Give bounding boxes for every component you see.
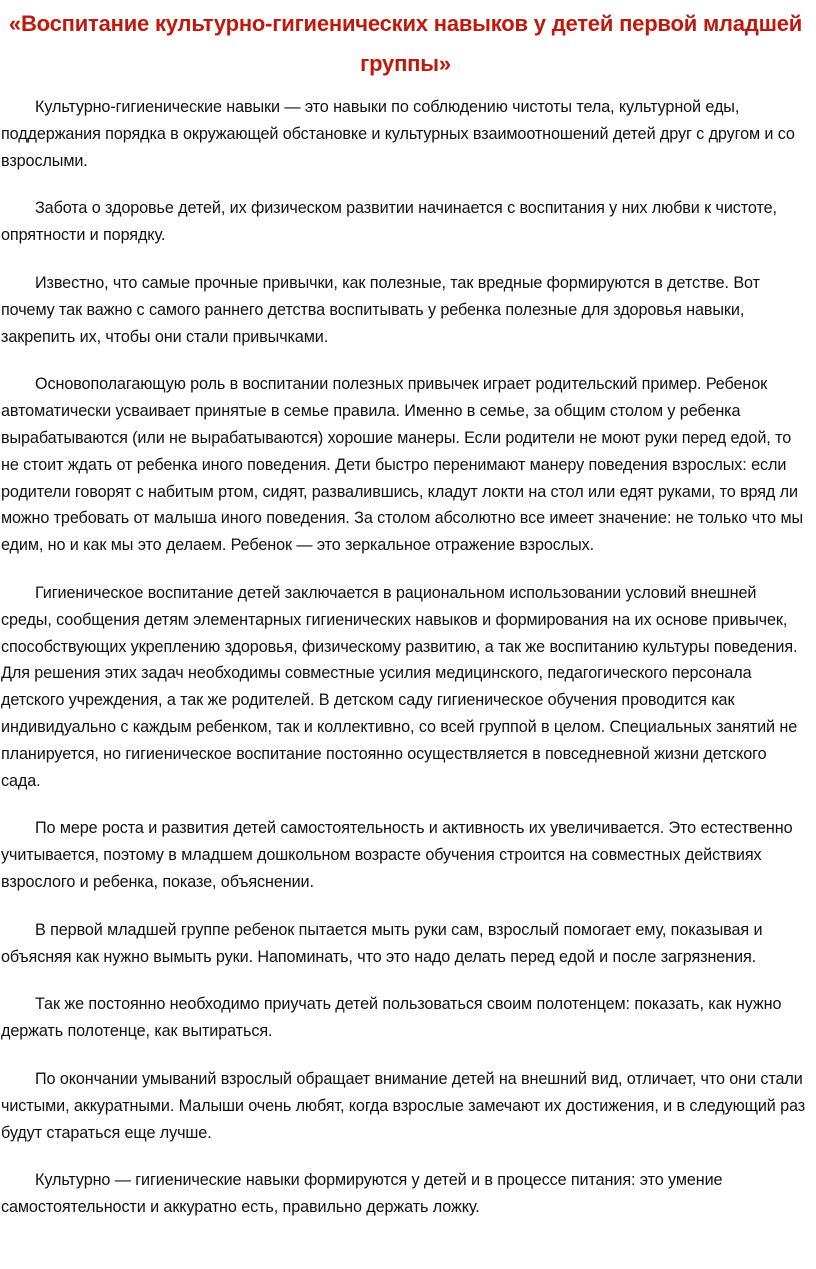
paragraph: Основополагающую роль в воспитании полезных привычек играет родительский пример. Ребенок автоматически усваивает принятые в семье правила. Именно в семье, за общим столом у ребенка вырабатываются (или не вырабатываются) хорошие манеры. Если родители не моют руки перед едой, то не стоит ждать от ребенка иного поведения. Дети быстро перенимают манеру поведения взрослых: если родители говорят с набитым ртом, сидят, развалившись, кладут локти на стол или едят руками, то вряд ли можно требовать от малыша иного поведения. За столом абсолютно все имеет значение: не только что мы едим, но и как мы это делаем. Ребенок — это зеркальное отражение взрослых. — [1, 375, 804, 555]
paragraph: Так же постоянно необходимо приучать детей пользоваться своим полотенцем: показать, как нужно держать полотенце, как вытираться. — [1, 995, 782, 1041]
paragraph: По окончании умываний взрослый обращает внимание детей на внешний вид, отличает, что они стали чистыми, аккуратными. Малыши очень любят, когда взрослые замечают их достижения, и в следующий раз будут стараться еще лучше. — [1, 1069, 806, 1142]
paragraph: Известно, что самые прочные привычки, как полезные, так вредные формируются в детстве. Вот почему так важно с самого раннего детства воспитывать у ребенка полезные для здоровья навыки, закрепить их, чтобы они стали привычками. — [1, 273, 760, 346]
paragraph: Культурно — гигиенические навыки формируются у детей и в процессе питания: это умение самостоятельности и аккуратно есть, правильно держать ложку. — [1, 1171, 723, 1217]
paragraph: В первой младшей группе ребенок пытается мыть руки сам, взрослый помогает ему, показывая и объясняя как нужно вымыть руки. Напоминать, что это надо делать перед едой и после загрязнения. — [1, 920, 763, 966]
document-title: «Воспитание культурно-гигиенических навыков у детей первой младшей группы» — [8, 11, 803, 76]
paragraph: Забота о здоровье детей, их физическом развитии начинается с воспитания у них любви к чистоте, опрятности и порядку. — [1, 199, 777, 245]
document-body — [1, 94, 810, 1221]
paragraph: Гигиеническое воспитание детей заключается в рациональном использовании условий внешней среды, сообщения детям элементарных гигиенических навыков и формирования на их основе привычек, способствующих укреплению здоровья, физическому развитию, а так же воспитанию культуры поведения. Для решения этих задач необходимы совместные усилия медицинского, педагогического персонала детского учреждения, а так же родителей. В детском саду гигиеническое обучения проводится как индивидуально с каждым ребенком, так и коллективно, со всей группой в целом. Специальных занятий не планируется, но гигиеническое воспитание постоянно осуществляется в повседневной жизни детского сада. — [1, 583, 798, 790]
paragraph: По мере роста и развития детей самостоятельность и активность их увеличивается. Это естественно учитывается, поэтому в младшем дошкольном возрасте обучения строится на совместных действиях взрослого и ребенка, показе, объяснении. — [1, 819, 793, 891]
paragraph: Культурно-гигиенические навыки — это навыки по соблюдению чистоты тела, культурной еды, поддержания порядка в окружающей обстановке и культурных взаимоотношений детей друг с другом и со взрослыми. — [1, 98, 795, 170]
